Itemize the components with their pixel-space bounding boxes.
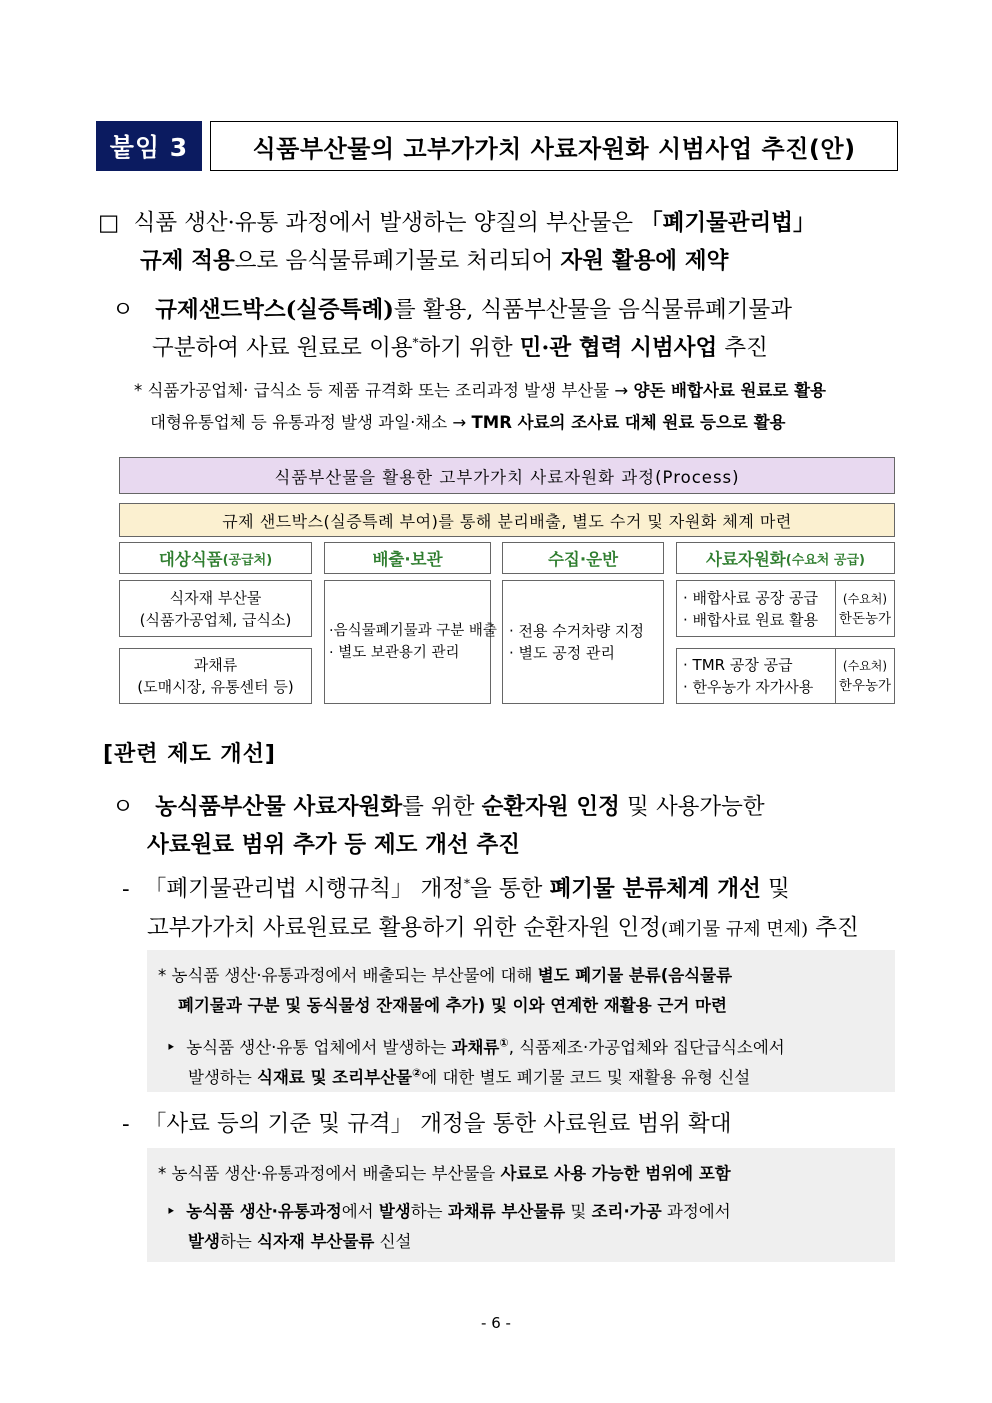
section2-dash2: - 「사료 등의 기준 및 규격」 개정을 통한 사료원료 범위 확대 bbox=[122, 1111, 732, 1137]
source-cell-produce: 과채류 (도매시장, 유통센터 등) bbox=[119, 648, 312, 704]
box1-line1: * 농식품 생산·유통과정에서 배출되는 부산물에 대해 별도 폐기물 분류(음식물류 bbox=[158, 966, 733, 985]
circle-bullet: ㅇ bbox=[112, 794, 134, 820]
triangle-icon: ‣ bbox=[166, 1038, 176, 1057]
col-source-title: 대상식품 (공급처) bbox=[119, 542, 312, 574]
circle-bullet: ㅇ bbox=[112, 297, 134, 323]
emit-cell: ·음식물폐기물과 구분 배출 · 별도 보관용기 관리 bbox=[324, 580, 491, 704]
box2-line2: ‣ 농식품 생산·유통과정에서 발생하는 과채류 부산물류 및 조리·가공 과정에서 bbox=[166, 1202, 731, 1221]
process-header: 식품부산물을 활용한 고부가가치 사료자원화 과정(Process) bbox=[119, 457, 895, 494]
note1: * 식품가공업체· 급식소 등 제품 규격화 또는 조리과정 발생 부산물 → 양돈 배합사료 원료로 활용 bbox=[134, 381, 826, 400]
collect-cell: · 전용 수거차량 지정 · 별도 공정 관리 bbox=[502, 580, 664, 704]
section1-sub-line2: 구분하여 사료 원료로 이용*하기 위한 민·관 협력 시범사업 추진 bbox=[152, 335, 768, 361]
section1-line2: 규제 적용으로 음식물류폐기물로 처리되어 자원 활용에 제약 bbox=[140, 248, 729, 274]
process-sandbox-bar: 규제 샌드박스(실증특례 부여)를 통해 분리배출, 별도 수거 및 자원화 체계 마련 bbox=[119, 503, 895, 537]
section2-title: [관련 제도 개선] bbox=[103, 742, 276, 767]
section2-dash1-line2: 고부가가치 사료원료로 활용하기 위한 순환자원 인정(폐기물 규제 면제) 추진 bbox=[147, 915, 859, 941]
col-feed-title: 사료자원화 (수요처 공급) bbox=[676, 542, 895, 574]
feed-cell-demand1: (수요처) 한돈농가 bbox=[835, 580, 895, 637]
source-cell-ingredients: 식자재 부산물 (식품가공업체, 급식소) bbox=[119, 580, 312, 637]
box1-line2: 폐기물과 구분 및 동식물성 잔재물에 추가) 및 이와 연계한 재활용 근거 마련 bbox=[178, 996, 727, 1015]
page-title: 식품부산물의 고부가가치 사료자원화 시범사업 추진(안) bbox=[210, 121, 898, 171]
section2-line2: 사료원료 범위 추가 등 제도 개선 추진 bbox=[147, 832, 521, 858]
feed-cell-compound: · 배합사료 공장 공급 · 배합사료 원료 활용 bbox=[676, 580, 836, 637]
note2: 대형유통업체 등 유통과정 발생 과일·채소 → TMR 사료의 조사료 대체 원료 등으로 활용 bbox=[150, 413, 786, 432]
attachment-tag: 붙임 3 bbox=[96, 121, 202, 171]
box1-line4: 발생하는 식재료 및 조리부산물②에 대한 별도 폐기물 코드 및 재활용 유형 신설 bbox=[188, 1066, 751, 1087]
section1-line1: □ 식품 생산·유통 과정에서 발생하는 양질의 부산물은 「폐기물관리법」 bbox=[98, 210, 816, 236]
col-emit-title: 배출·보관 bbox=[324, 542, 491, 574]
feed-cell-tmr: · TMR 공장 공급 · 한우농가 자가사용 bbox=[676, 648, 836, 704]
triangle-icon: ‣ bbox=[166, 1202, 176, 1221]
box2-line3: 발생하는 식자재 부산물류 신설 bbox=[188, 1232, 412, 1251]
square-bullet: □ bbox=[98, 210, 120, 236]
box1-line3: ‣ 농식품 생산·유통 업체에서 발생하는 과채류①, 식품제조·가공업체와 집단급식소에서 bbox=[166, 1036, 785, 1057]
col-collect-title: 수집·운반 bbox=[502, 542, 664, 574]
section1-sub-line1: ㅇ 규제샌드박스(실증특례)를 활용, 식품부산물을 음식물류폐기물과 bbox=[112, 297, 792, 323]
box2-line1: * 농식품 생산·유통과정에서 배출되는 부산물을 사료로 사용 가능한 범위에 포함 bbox=[158, 1164, 731, 1183]
section2-line1: ㅇ 농식품부산물 사료자원화를 위한 순환자원 인정 및 사용가능한 bbox=[112, 794, 765, 820]
section2-dash1: - 「폐기물관리법 시행규칙」 개정*을 통한 폐기물 분류체계 개선 및 bbox=[122, 876, 790, 902]
feed-cell-demand2: (수요처) 한우농가 bbox=[835, 648, 895, 704]
page-number: - 6 - bbox=[481, 1314, 511, 1332]
